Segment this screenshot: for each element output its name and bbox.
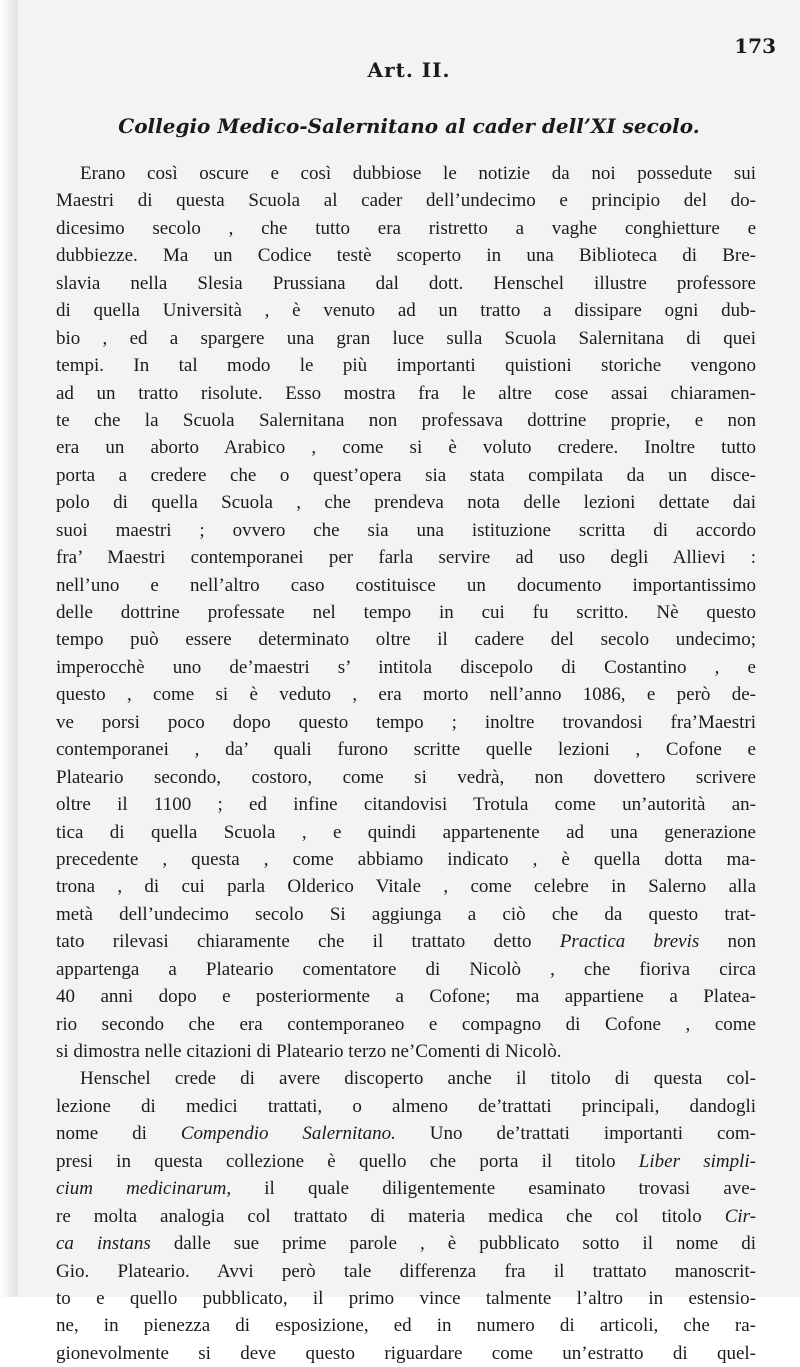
text-line — [56, 160, 756, 187]
text-line — [56, 873, 756, 900]
text-line-segment: tempi. In tal modo le più importanti quistioni storiche vengono — [56, 355, 756, 377]
text-line-segment: Erano così oscure e così dubbiose le notizie da noi possedute sui — [80, 163, 756, 184]
text-line — [56, 462, 756, 489]
text-line — [56, 764, 756, 791]
text-line-segment: si dimostra nelle citazioni di Plateario terzo ne’Comenti di Nicolò. — [56, 1041, 562, 1062]
text-line — [56, 1065, 756, 1092]
text-line-segment: imperocchè uno de’maestri s’ intitola discepolo di Costantino , e — [56, 656, 756, 678]
text-line-segment: nell’uno e nell’altro caso costituisce un documento importantissimo — [56, 574, 756, 596]
text-line-segment: contemporanei , da’ quali furono scritte quelle lezioni , Cofone e — [56, 739, 756, 761]
text-line — [56, 901, 756, 928]
text-line-segment: non — [727, 931, 756, 953]
italic-segment: Compendio Salernitano. — [180, 1123, 396, 1145]
text-line — [56, 681, 756, 708]
text-line-segment: porta a credere che o quest’opera sia stata compilata da un disce- — [56, 464, 756, 486]
text-line-segment: fra’ Maestri contemporanei per farla servire ad uso degli Allievi : — [56, 547, 756, 569]
text-line-segment: suoi maestri ; ovvero che sia una istituzione scritta di accordo — [56, 519, 756, 541]
text-line-segment: Plateario secondo, costoro, come si vedrà, non dovettero scrivere — [56, 766, 756, 788]
text-line — [56, 846, 756, 873]
text-line — [56, 489, 756, 516]
text-line — [56, 654, 756, 681]
text-line — [56, 215, 756, 242]
text-line — [56, 352, 756, 379]
text-line-segment: dubbiezze. Ma un Codice testè scoperto in una Biblioteca di Bre- — [56, 245, 756, 267]
text-line-segment: Maestri di questa Scuola al cader dell’undecimo e principio del do- — [56, 190, 756, 212]
text-line-segment: trona , di cui parla Olderico Vitale , come celebre in Salerno alla — [56, 876, 756, 898]
page-number: 173 — [734, 34, 776, 58]
italic-segment: Liber simpli- — [638, 1150, 756, 1172]
text-line — [56, 270, 756, 297]
text-line-segment: to e quello pubblicato, il primo vince talmente l’altro in estensio- — [56, 1287, 756, 1309]
text-line — [56, 544, 756, 571]
text-line-segment: gionevolmente si deve questo riguardare come un’estratto di quel- — [56, 1342, 756, 1364]
text-line-segment: rio secondo che era contemporaneo e compagno di Cofone , come — [56, 1013, 756, 1035]
text-line-segment: polo di quella Scuola , che prendeva nota delle lezioni dettate dai — [56, 492, 756, 514]
text-line-segment: tempo può essere determinato oltre il cadere del secolo undecimo; — [56, 629, 756, 651]
article-subtitle: Collegio Medico-Salernitano al cader dell’XI secolo. — [118, 114, 700, 138]
text-line — [56, 242, 756, 269]
text-line — [56, 187, 756, 214]
italic-segment: ca instans — [56, 1233, 151, 1255]
text-line-segment: tica di quella Scuola , e quindi appartenente ad una generazione — [56, 821, 756, 843]
text-line — [56, 1093, 756, 1120]
italic-segment: cium medicinarum, — [56, 1178, 232, 1200]
text-line-segment: era un aborto Arabico , come si è voluto credere. Inoltre tutto — [56, 437, 756, 459]
text-line — [56, 983, 756, 1010]
text-line — [56, 434, 756, 461]
text-line-segment: Henschel crede di avere discoperto anche il titolo di questa col- — [80, 1068, 756, 1090]
text-line — [56, 736, 756, 763]
text-line — [56, 297, 756, 324]
book-page — [18, 0, 800, 1364]
text-line — [56, 325, 756, 352]
text-line-segment: oltre il 1100 ; ed infine citandovisi Trotula come un’autorità an- — [56, 794, 756, 816]
text-line — [56, 1285, 756, 1312]
text-line — [56, 791, 756, 818]
text-line-segment: lezione di medici trattati, o almeno de’trattati principali, dandogli — [56, 1095, 756, 1117]
text-line-segment: dalle sue prime parole , è pubblicato sotto il nome di — [173, 1233, 756, 1255]
text-line-segment: tato rilevasi chiaramente che il trattato detto — [56, 931, 532, 953]
text-line — [56, 1230, 756, 1257]
text-line-segment: bio , ed a spargere una gran luce sulla Scuola Salernitana di quei — [56, 327, 756, 349]
text-line-segment: slavia nella Slesia Prussiana dal dott. Henschel illustre professore — [56, 272, 756, 294]
text-line-segment: il quale diligentemente esaminato trovasi ave- — [264, 1178, 756, 1200]
text-line-segment: Gio. Plateario. Avvi però tale differenza fra il trattato manoscrit- — [56, 1260, 756, 1282]
text-line — [56, 599, 756, 626]
italic-segment: Cir- — [724, 1205, 756, 1227]
text-line-segment: precedente , questa , come abbiamo indicato , è quella dotta ma- — [56, 848, 756, 870]
text-line — [56, 1148, 756, 1175]
text-line-segment: ne, in pienezza di esposizione, ed in numero di articoli, che ra- — [56, 1315, 756, 1337]
italic-segment: Practica brevis — [559, 931, 700, 953]
text-line — [56, 407, 756, 434]
text-line — [56, 709, 756, 736]
text-line-segment: te che la Scuola Salernitana non professava dottrine proprie, e non — [56, 409, 756, 431]
text-line — [56, 928, 756, 955]
text-line-segment: dicesimo secolo , che tutto era ristretto a vaghe conghietture e — [56, 217, 756, 239]
text-line-segment: metà dell’undecimo secolo Si aggiunga a ciò che da questo trat- — [56, 903, 756, 925]
text-line — [56, 1258, 756, 1285]
text-line-segment: ve porsi poco dopo questo tempo ; inoltre trovandosi fra’Maestri — [56, 711, 756, 733]
article-heading: Art. II. — [367, 58, 451, 82]
text-line — [56, 517, 756, 544]
text-line — [56, 1011, 756, 1038]
book-spine-margin — [0, 0, 18, 1297]
text-line-segment: Uno de’trattati importanti com- — [429, 1123, 756, 1145]
text-line-segment: di quella Università , è venuto ad un tratto a dissipare ogni dub- — [56, 300, 756, 322]
text-line-segment: questo , come si è veduto , era morto nell’anno 1086, e però de- — [56, 684, 756, 706]
text-line — [56, 1038, 756, 1065]
text-line — [56, 1312, 756, 1339]
text-line-segment: nome di — [56, 1123, 147, 1145]
text-line — [56, 626, 756, 653]
text-line — [56, 1120, 756, 1147]
text-line — [56, 380, 756, 407]
text-line-segment: presi in questa collezione è quello che porta il titolo — [56, 1150, 616, 1172]
text-line — [56, 1203, 756, 1230]
text-line-segment: 40 anni dopo e posteriormente a Cofone; ma appartiene a Platea- — [56, 986, 756, 1008]
text-line — [56, 956, 756, 983]
text-line-segment: delle dottrine professate nel tempo in cui fu scritto. Nè questo — [56, 602, 756, 623]
text-line — [56, 1175, 756, 1202]
text-line — [56, 819, 756, 846]
text-line-segment: appartenga a Plateario comentatore di Nicolò , che fioriva circa — [56, 958, 756, 980]
text-line-segment: re molta analogia col trattato di materia medica che col titolo — [56, 1205, 702, 1227]
text-line — [56, 572, 756, 599]
text-line — [56, 1340, 756, 1367]
body-text — [56, 160, 756, 1367]
text-line-segment: ad un tratto risolute. Esso mostra fra le altre cose assai chiaramen- — [56, 382, 756, 404]
